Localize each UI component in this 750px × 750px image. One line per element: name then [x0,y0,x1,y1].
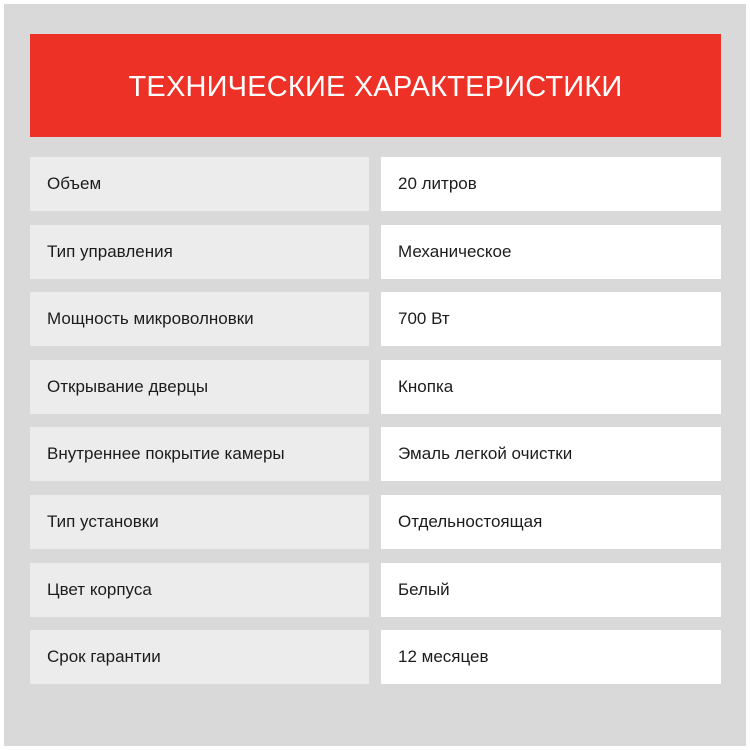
spec-value: 12 месяцев [381,630,721,684]
spec-row-power [30,292,721,346]
spec-row-door-opening [30,360,721,414]
spec-row-volume [30,157,721,211]
spec-value: Кнопка [381,360,721,414]
specs-table [30,157,721,698]
spec-label: Тип установки [30,495,369,549]
spec-row-body-color [30,563,721,617]
spec-label: Объем [30,157,369,211]
spec-row-warranty [30,630,721,684]
spec-value: Механическое [381,225,721,279]
spec-label: Цвет корпуса [30,563,369,617]
spec-row-control-type [30,225,721,279]
spec-value: 700 Вт [381,292,721,346]
spec-label: Открывание дверцы [30,360,369,414]
spec-value: Эмаль легкой очистки [381,427,721,481]
specs-header-banner [30,34,721,137]
spec-row-interior-coating [30,427,721,481]
spec-value: Белый [381,563,721,617]
spec-label: Внутреннее покрытие камеры [30,427,369,481]
spec-label: Мощность микроволновки [30,292,369,346]
spec-label: Тип управления [30,225,369,279]
spec-value: Отдельностоящая [381,495,721,549]
spec-label: Срок гарантии [30,630,369,684]
spec-value: 20 литров [381,157,721,211]
page-title: ТЕХНИЧЕСКИЕ ХАРАКТЕРИСТИКИ [128,71,623,103]
spec-row-installation-type [30,495,721,549]
